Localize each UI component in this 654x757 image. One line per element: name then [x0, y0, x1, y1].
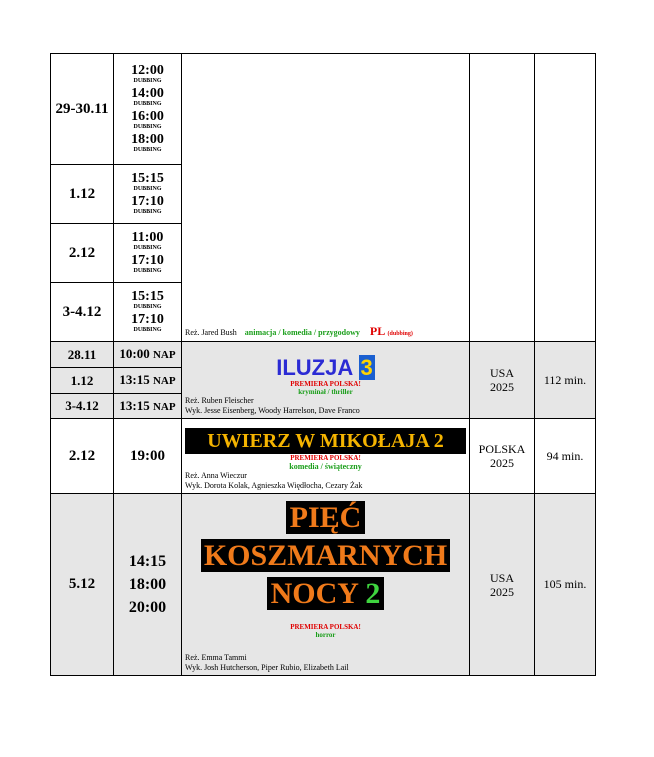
- dubbing-label: DUBBING: [133, 304, 162, 310]
- genre: kryminał / thriller: [298, 388, 353, 396]
- dubbing-label: DUBBING: [133, 147, 162, 153]
- premiere-label: PREMIERA POLSKA!: [290, 380, 361, 388]
- show-times: [114, 224, 182, 283]
- genre: animacja / komedia / przygodowy: [244, 328, 360, 337]
- country-cell: [470, 54, 535, 342]
- show-date: 1.12: [51, 165, 114, 224]
- show-time: 12:00: [131, 63, 164, 78]
- show-date: 28.11: [51, 342, 114, 368]
- show-time: [114, 394, 182, 419]
- movie-credits: [185, 326, 466, 339]
- table-row: [51, 419, 596, 494]
- show-time: 14:00: [131, 86, 164, 101]
- movie-title: [185, 356, 466, 380]
- length: 112 min.: [535, 342, 596, 419]
- table-row: [51, 494, 596, 676]
- show-time: 17:10: [131, 312, 164, 327]
- show-time: 16:00: [131, 109, 164, 124]
- country: POLSKA: [478, 442, 526, 456]
- country-cell: [470, 494, 535, 676]
- movie-title-line: PIĘĆ: [286, 501, 366, 534]
- director: Reż. Ruben Fleischer: [185, 396, 254, 405]
- dubbing-label: DUBBING: [133, 124, 162, 130]
- show-time-value: 10:00: [119, 346, 150, 361]
- genre: horror: [315, 631, 336, 639]
- show-time: 17:10: [131, 194, 164, 209]
- show-times: [114, 283, 182, 342]
- show-time-value: 13:15: [119, 372, 150, 387]
- dubbing-label: DUBBING: [133, 268, 162, 274]
- show-time: 15:15: [131, 171, 164, 186]
- schedule-table: [50, 53, 596, 676]
- length: 94 min.: [535, 419, 596, 494]
- language-badge: [370, 324, 413, 338]
- show-times: [114, 165, 182, 224]
- show-date: 1.12: [51, 368, 114, 394]
- dubbing-label: DUBBING: [133, 78, 162, 84]
- movie-title: UWIERZ W MIKOŁAJA 2: [185, 428, 466, 454]
- movie-title-line: NOCY: [270, 577, 358, 610]
- length-cell: [535, 54, 596, 342]
- movie-title-text: ILUZJA: [276, 355, 353, 380]
- language-note: (dubbing): [387, 331, 413, 337]
- movie-title: [185, 499, 466, 613]
- year: 2025: [490, 584, 514, 599]
- nap-label: NAP: [152, 375, 176, 387]
- show-time: 18:00: [131, 132, 164, 147]
- dubbing-label: DUBBING: [133, 327, 162, 333]
- length: 105 min.: [535, 494, 596, 676]
- show-time: 20:00: [128, 599, 167, 616]
- show-time: 19:00: [114, 419, 182, 494]
- country-cell: [470, 342, 535, 419]
- dubbing-label: DUBBING: [133, 245, 162, 251]
- show-date: 3-4.12: [51, 394, 114, 419]
- dubbing-label: DUBBING: [133, 186, 162, 192]
- genre: komedia / świąteczny: [289, 462, 362, 471]
- year: 2025: [490, 456, 514, 470]
- show-time: 18:00: [128, 576, 167, 593]
- show-time: 14:15: [128, 553, 167, 570]
- show-times: [114, 54, 182, 165]
- show-time-value: 13:15: [119, 397, 150, 413]
- show-time: 11:00: [131, 230, 164, 245]
- show-times: [114, 494, 182, 676]
- show-time: [114, 368, 182, 394]
- nap-label: NAP: [152, 349, 176, 361]
- movie-info: [182, 342, 470, 419]
- show-date: 2.12: [51, 419, 114, 494]
- movie-title-number: 3: [360, 355, 373, 380]
- cast: Wyk. Dorota Kolak, Agnieszka Więdłocha, Cezary Żak: [185, 481, 363, 490]
- year: 2025: [490, 380, 514, 394]
- premiere-label: PREMIERA POLSKA!: [290, 454, 361, 462]
- show-time: 15:15: [131, 289, 164, 304]
- language: PL: [369, 324, 385, 338]
- table-row: [51, 342, 596, 368]
- show-time: 17:10: [131, 253, 164, 268]
- show-date: 2.12: [51, 224, 114, 283]
- show-date: 3-4.12: [51, 283, 114, 342]
- director: Reż. Jared Bush: [185, 328, 237, 337]
- movie-info: [182, 494, 470, 676]
- nap-label: NAP: [152, 400, 176, 413]
- country: USA: [489, 366, 514, 380]
- show-date: 5.12: [51, 494, 114, 676]
- movie-info: [182, 54, 470, 342]
- country-cell: [470, 419, 535, 494]
- movie-title-line: KOSZMARNYCH: [201, 539, 450, 572]
- cast: Wyk. Jesse Eisenberg, Woody Harrelson, Dave Franco: [185, 406, 360, 415]
- country: USA: [489, 570, 514, 585]
- movie-title-number: 2: [365, 577, 381, 610]
- movie-info: [182, 419, 470, 494]
- table-row: [51, 54, 596, 165]
- dubbing-label: DUBBING: [133, 209, 162, 215]
- director: Reż. Emma Tammi: [185, 653, 247, 662]
- show-date: 29-30.11: [51, 54, 114, 165]
- cast: Wyk. Josh Hutcherson, Piper Rubio, Elizabeth Lail: [185, 663, 349, 672]
- director: Reż. Anna Wieczur: [185, 471, 247, 480]
- show-time: [114, 342, 182, 368]
- premiere-label: PREMIERA POLSKA!: [290, 623, 361, 631]
- dubbing-label: DUBBING: [133, 101, 162, 107]
